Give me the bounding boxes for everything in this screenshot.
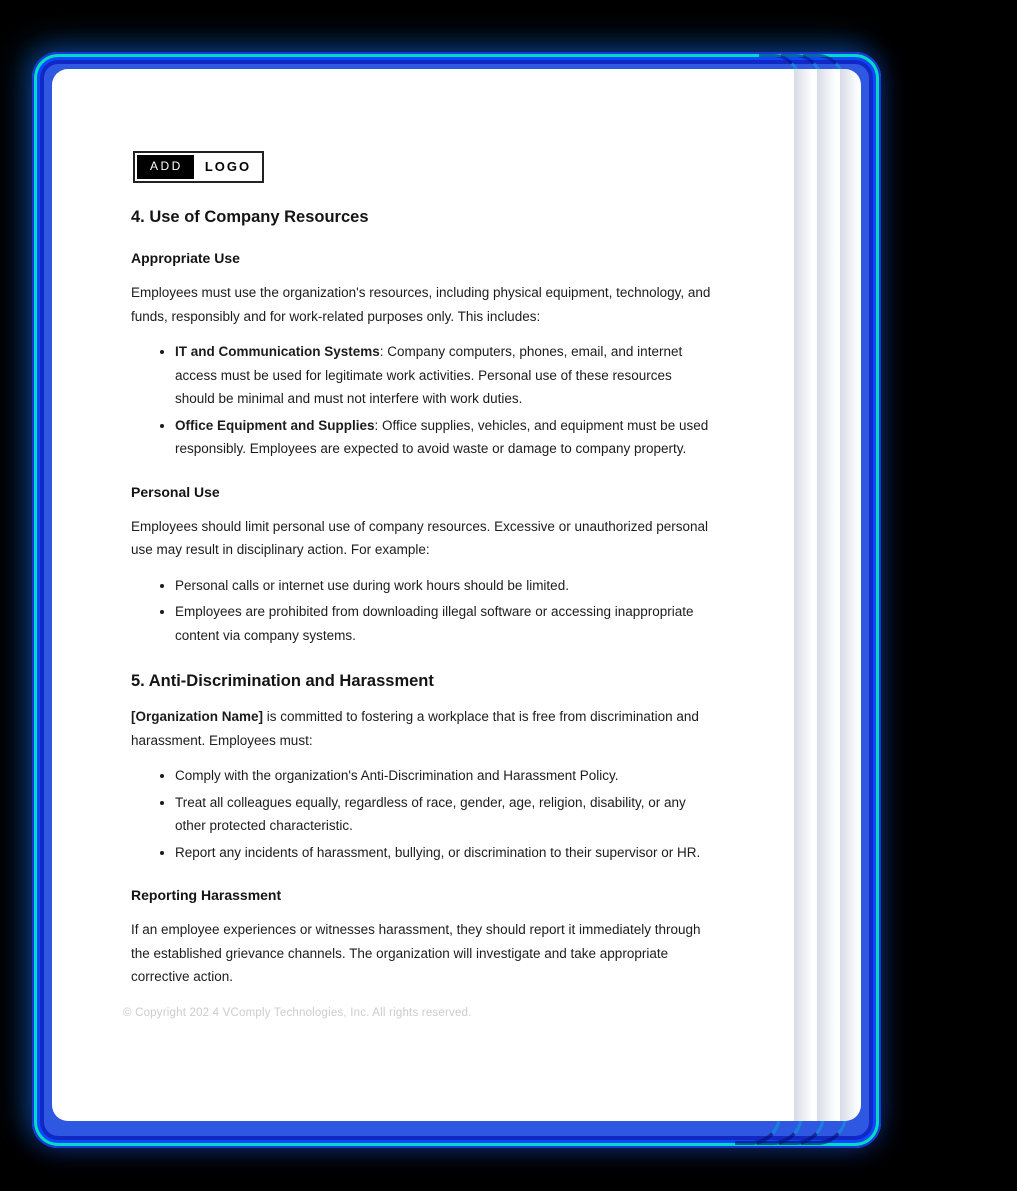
- list-item-text: : Office supplies, vehicles, and equipment must be used responsibly. Employees are expected to avoid waste or damage to company property.: [175, 417, 709, 456]
- section5-intro-paragraph: [131, 705, 714, 752]
- document-content: [52, 69, 861, 1021]
- organization-name-placeholder: [Organization Name]: [131, 709, 264, 724]
- list-item: [175, 600, 714, 647]
- document-page: [52, 69, 861, 1121]
- anti-discrimination-list: [131, 764, 714, 864]
- section5-title: 5. Anti-Discrimination and Harassment: [131, 672, 434, 690]
- list-item: [175, 791, 714, 838]
- list-item-term: IT and Communication Systems: [175, 344, 380, 359]
- personal-use-list: [131, 574, 714, 648]
- personal-use-paragraph: Employees should limit personal use of company resources. Excessive or unauthorized personal use may result in disciplinary action. For example:: [131, 518, 709, 557]
- list-item-text: Report any incidents of harassment, bullying, or discrimination to their supervisor or HR.: [175, 844, 701, 860]
- list-item: [175, 764, 714, 788]
- list-item-text: Comply with the organization's Anti-Discrimination and Harassment Policy.: [175, 768, 619, 783]
- copyright-footer: © Copyright 202 4 VComply Technologies, Inc. All rights reserved.: [123, 1006, 472, 1019]
- add-logo-placeholder[interactable]: [133, 151, 264, 183]
- section5-intro-text: is committed to fostering a workplace that is free from discrimination and harassment. Employees must:: [131, 709, 699, 748]
- list-item: [175, 414, 714, 461]
- list-item: [175, 340, 714, 411]
- list-item-term: Office Equipment and Supplies: [175, 417, 375, 433]
- personal-use-heading: Personal Use: [131, 483, 220, 500]
- list-item-text: Personal calls or internet use during work hours should be limited.: [175, 577, 569, 593]
- list-item-text: : Company computers, phones, email, and internet access must be used for legitimate work activities. Personal use of these resources should be minimal and must not interfere with work duties.: [175, 344, 683, 406]
- reporting-harassment-paragraph: If an employee experiences or witnesses harassment, they should report it immediately through the established grievance channels. The organization will investigate and take appropriate corrective action.: [131, 922, 701, 984]
- neon-page-frame: [32, 52, 881, 1148]
- reporting-harassment-heading: Reporting Harassment: [131, 887, 282, 903]
- list-item: [175, 574, 714, 598]
- appropriate-use-heading: Appropriate Use: [131, 250, 240, 266]
- appropriate-use-paragraph: Employees must use the organization's resources, including physical equipment, technology, and funds, responsibly and for work-related purposes only. This includes:: [131, 285, 711, 324]
- list-item-text: Treat all colleagues equally, regardless of race, gender, age, religion, disability, or any other protected characteristic.: [175, 794, 686, 833]
- add-label: ADD: [137, 155, 194, 179]
- list-item-text: Employees are prohibited from downloading illegal software or accessing inappropriate content via company systems.: [175, 604, 694, 643]
- section4-title: 4. Use of Company Resources: [131, 208, 369, 226]
- logo-label: LOGO: [204, 159, 252, 175]
- list-item: [175, 841, 714, 865]
- appropriate-use-list: [131, 340, 714, 461]
